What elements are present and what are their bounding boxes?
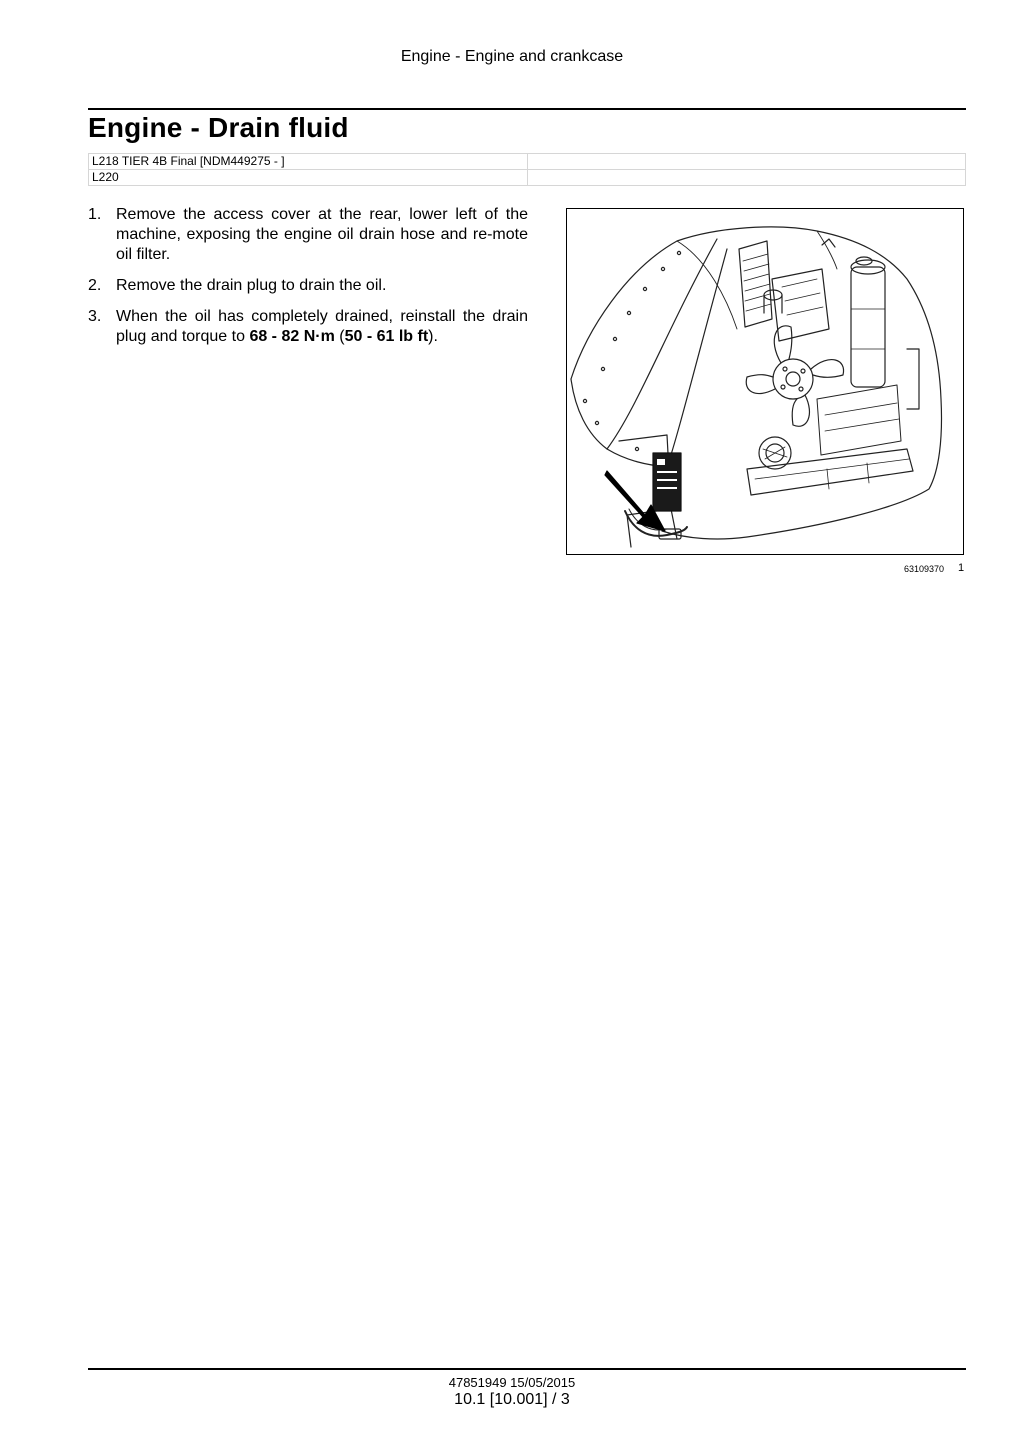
engine-line-drawing <box>567 209 963 554</box>
title-rule <box>88 108 966 110</box>
paren-open: ( <box>334 328 345 345</box>
step-number: 3. <box>88 308 102 325</box>
applicability-note <box>528 154 966 170</box>
step-text: When the oil has completely drained, reinstall the drain plug and torque to <box>116 308 528 345</box>
footer-rule <box>88 1368 966 1370</box>
torque-imperial: 50 - 61 lb ft <box>344 328 429 345</box>
procedure-step <box>88 205 528 265</box>
applicability-note <box>528 170 966 186</box>
torque-metric: 68 - 82 N·m <box>249 328 335 345</box>
procedure-step <box>88 307 528 347</box>
procedure-steps <box>88 205 528 358</box>
applicability-row <box>89 170 966 186</box>
step-number: 2. <box>88 277 102 294</box>
procedure-step <box>88 276 528 296</box>
page-title: Engine - Drain fluid <box>88 112 349 143</box>
footer-doc-number: 47851949 15/05/2015 <box>448 1375 576 1390</box>
applicability-model: L218 TIER 4B Final [NDM449275 - ] <box>89 154 528 170</box>
step-text: Remove the drain plug to drain the oil. <box>116 277 387 294</box>
engine-oil-drain-illustration <box>566 208 964 555</box>
figure-id: 63109370 <box>904 564 945 574</box>
applicability-model: L220 <box>89 170 528 186</box>
applicability-table <box>88 153 966 186</box>
step-text: Remove the access cover at the rear, lower left of the machine, exposing the engine oil drain hose and re-mote oil filter. <box>116 206 528 263</box>
step-number: 1. <box>88 206 102 223</box>
applicability-row <box>89 154 966 170</box>
footer-page-reference: 10.1 [10.001] / 3 <box>454 1391 570 1408</box>
figure-number: 1 <box>958 562 965 574</box>
running-header: Engine - Engine and crankcase <box>400 48 624 65</box>
paren-close: ). <box>428 328 438 345</box>
